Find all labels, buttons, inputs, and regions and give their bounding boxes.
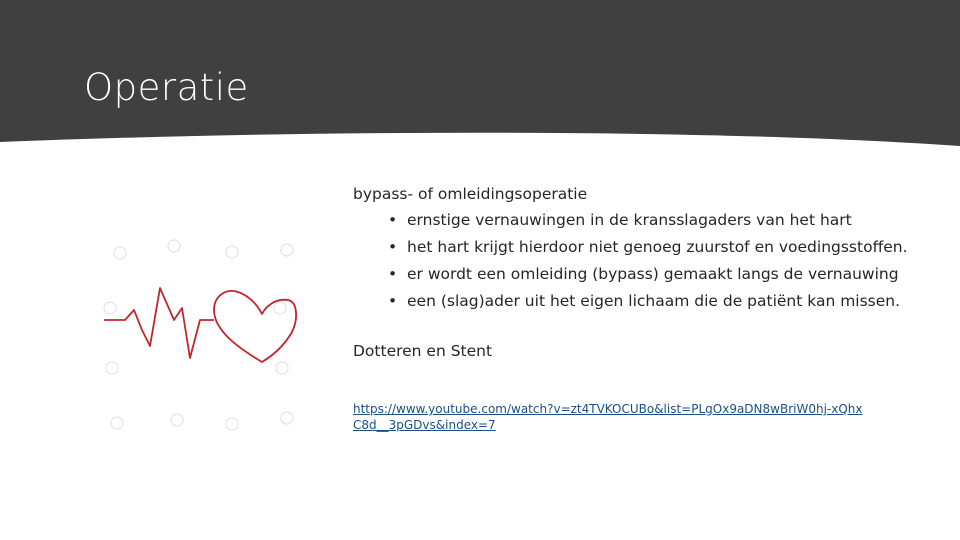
watermark-pattern bbox=[104, 240, 293, 430]
youtube-link[interactable]: https://www.youtube.com/watch?v=zt4TVKOCUBo&list=PLgOx9aDN8wBriW0hj-xQhxC8d__3pGDvs&index=7 bbox=[353, 402, 863, 432]
slide-title: Operatie bbox=[84, 66, 249, 109]
bullet-item: • er wordt een omleiding (bypass) gemaakt langs de vernauwing bbox=[388, 261, 953, 288]
bullet-item: • een (slag)ader uit het eigen lichaam die de patiënt kan missen. bbox=[388, 288, 953, 315]
header-banner bbox=[0, 0, 960, 150]
bullet-item: • ernstige vernauwingen in de kransslagaders van het hart bbox=[388, 207, 953, 234]
lead-text: bypass- of omleidingsoperatie bbox=[353, 185, 588, 203]
section-heading: Dotteren en Stent bbox=[353, 342, 493, 360]
content-block bbox=[353, 181, 953, 315]
bullet-list bbox=[353, 207, 953, 315]
heartbeat-heart-icon bbox=[92, 228, 302, 438]
heart-outline bbox=[214, 291, 296, 362]
bullet-item: • het hart krijgt hierdoor niet genoeg zuurstof en voedingsstoffen. bbox=[388, 234, 953, 261]
heartbeat-line bbox=[104, 288, 214, 358]
